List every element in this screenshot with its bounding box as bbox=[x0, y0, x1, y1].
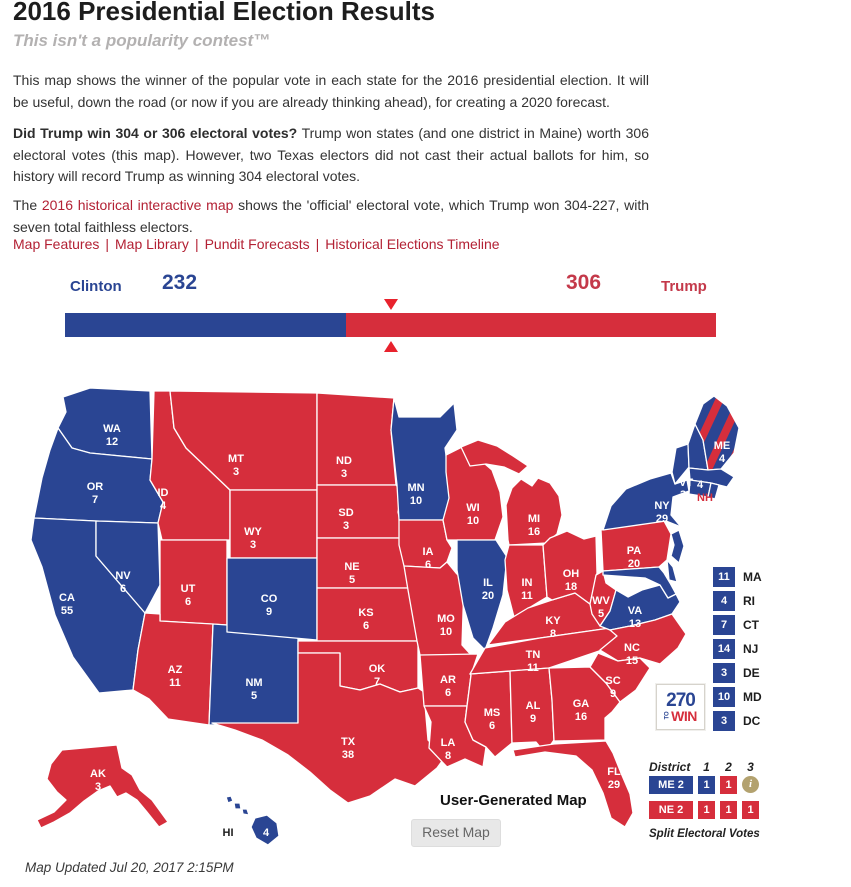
historical-paragraph bbox=[13, 195, 649, 238]
state-label-OK: OK 7 bbox=[368, 663, 386, 688]
state-ND[interactable] bbox=[317, 393, 396, 485]
district-vote-box[interactable]: 1 bbox=[720, 776, 737, 794]
ev-list-row-NJ bbox=[713, 639, 803, 663]
page-title: 2016 Presidential Election Results bbox=[13, 0, 435, 26]
ev-label-RI: RI bbox=[743, 594, 755, 608]
state-label-IA: IA 6 bbox=[422, 546, 434, 571]
ev-label-DE: DE bbox=[743, 666, 760, 680]
270towin-logo bbox=[656, 684, 705, 730]
district-state-box[interactable]: NE 2 bbox=[649, 801, 693, 819]
state-WY[interactable] bbox=[230, 490, 317, 558]
split-votes-label: Split Electoral Votes bbox=[649, 828, 760, 840]
state-label-NE: NE 5 bbox=[344, 561, 360, 586]
state-label-SC: SC 9 bbox=[605, 675, 621, 700]
state-label-WA: WA 12 bbox=[103, 423, 121, 448]
threshold-marker-bottom-icon bbox=[384, 341, 398, 352]
state-label-NH: 4 bbox=[696, 479, 704, 491]
state-label-IN: IN 11 bbox=[521, 577, 533, 602]
state-label-PA: PA 20 bbox=[626, 545, 642, 570]
ev-box-CT[interactable]: 7 bbox=[713, 615, 735, 635]
state-label-KS: KS 6 bbox=[358, 607, 374, 632]
state-label-KY: KY 8 bbox=[545, 615, 561, 640]
state-label-HI: 4 bbox=[262, 827, 270, 839]
state-label-OH: OH 18 bbox=[562, 568, 580, 593]
state-label-UT: UT 6 bbox=[180, 583, 196, 608]
ev-list-row-MA bbox=[713, 567, 803, 591]
state-label-TN: TN 11 bbox=[525, 649, 541, 674]
nav-links bbox=[13, 236, 500, 252]
page-subtitle: This isn't a popularity contest™ bbox=[13, 31, 271, 50]
logo-win: WIN bbox=[671, 708, 697, 724]
state-label-NH: NH bbox=[697, 492, 713, 504]
nav-link-pundit-forecasts[interactable]: Pundit Forecasts bbox=[204, 236, 310, 252]
ev-list-row-DC bbox=[713, 711, 803, 735]
small-state-ev-list bbox=[713, 567, 803, 735]
state-label-WI: WI 10 bbox=[466, 502, 480, 527]
ev-box-MD[interactable]: 10 bbox=[713, 687, 735, 707]
state-label-NM: NM 5 bbox=[245, 677, 263, 702]
district-vote-box[interactable]: 1 bbox=[720, 801, 737, 819]
ev-label-DC: DC bbox=[743, 714, 761, 728]
district-header-label: District bbox=[649, 760, 691, 774]
state-label-GA: GA 16 bbox=[572, 698, 590, 723]
ev-list-row-CT bbox=[713, 615, 803, 639]
state-label-VT: VT bbox=[678, 477, 694, 489]
state-label-WV: WV 5 bbox=[592, 595, 610, 620]
ev-label-MD: MD bbox=[743, 690, 762, 704]
historical-map-link[interactable]: 2016 historical interactive map bbox=[41, 197, 234, 213]
district-col-2: 2 bbox=[725, 760, 732, 774]
historical-pre: The bbox=[13, 197, 42, 213]
nav-separator: | bbox=[105, 236, 110, 252]
state-label-ID: ID 4 bbox=[157, 487, 169, 512]
state-label-VA: VA 13 bbox=[627, 605, 643, 630]
faq-paragraph bbox=[13, 123, 649, 188]
faq-question: Did Trump win 304 or 306 electoral votes? bbox=[13, 125, 298, 141]
state-label-AR: AR 6 bbox=[440, 674, 456, 699]
map-caption: User-Generated Map bbox=[440, 792, 587, 809]
nav-link-historical-timeline[interactable]: Historical Elections Timeline bbox=[325, 236, 500, 252]
ev-box-DE[interactable]: 3 bbox=[713, 663, 735, 683]
district-vote-box[interactable]: 1 bbox=[698, 801, 715, 819]
reset-map-button[interactable]: Reset Map bbox=[411, 819, 501, 847]
district-info-icon[interactable]: i bbox=[742, 776, 759, 793]
ev-list-row-RI bbox=[713, 591, 803, 615]
ev-box-NJ[interactable]: 14 bbox=[713, 639, 735, 659]
district-row-ME bbox=[649, 776, 784, 801]
ev-list-row-MD bbox=[713, 687, 803, 711]
state-label-MT: MT 3 bbox=[228, 453, 244, 478]
logo-270: 270 bbox=[666, 690, 695, 711]
state-label-ME: ME 4 bbox=[713, 440, 731, 465]
ev-bar-trump bbox=[346, 313, 716, 337]
trump-label: Trump bbox=[661, 278, 707, 295]
state-label-AK: AK 3 bbox=[90, 768, 106, 793]
clinton-votes: 232 bbox=[162, 271, 198, 294]
state-DE[interactable] bbox=[667, 560, 677, 582]
state-label-MS: MS 6 bbox=[483, 707, 501, 732]
intro-text: This map shows the winner of the popular vote in each state for the 2016 presidential election. It will be useful, down the road (or now if you are already thinking ahead), for creating a 2020 forecast. bbox=[13, 72, 649, 110]
ev-box-MA[interactable]: 11 bbox=[713, 567, 735, 587]
state-label-ND: ND 3 bbox=[336, 455, 352, 480]
state-label-TX: TX 38 bbox=[340, 736, 356, 761]
state-label-WY: WY 3 bbox=[244, 526, 262, 551]
state-label-MN: MN 10 bbox=[407, 482, 425, 507]
logo-to: TO bbox=[664, 711, 671, 720]
state-label-SD: SD 3 bbox=[338, 507, 354, 532]
clinton-label: Clinton bbox=[70, 278, 122, 295]
nav-link-map-features[interactable]: Map Features bbox=[13, 236, 100, 252]
state-label-VT: 3 bbox=[679, 489, 687, 501]
ev-label-NJ: NJ bbox=[743, 642, 759, 656]
state-NJ[interactable] bbox=[671, 530, 684, 563]
ev-box-DC[interactable]: 3 bbox=[713, 711, 735, 731]
state-SD[interactable] bbox=[317, 485, 402, 538]
district-table-header bbox=[649, 760, 784, 776]
state-label-NC: NC 15 bbox=[624, 642, 640, 667]
ev-box-RI[interactable]: 4 bbox=[713, 591, 735, 611]
district-vote-box[interactable]: 1 bbox=[698, 776, 715, 794]
intro-paragraph bbox=[13, 70, 649, 113]
threshold-marker-top-icon bbox=[384, 299, 398, 310]
district-row-NE bbox=[649, 801, 784, 826]
ev-label-MA: MA bbox=[743, 570, 762, 584]
state-label-LA: LA 8 bbox=[440, 737, 456, 762]
historical-post: shows the 'official' electoral vote, which Trump won 304-227, with seven total faithless electors. bbox=[13, 197, 649, 235]
state-label-CA: CA 55 bbox=[59, 592, 75, 617]
nav-link-map-library[interactable]: Map Library bbox=[115, 236, 189, 252]
state-label-MO: MO 10 bbox=[437, 613, 455, 638]
state-HI[interactable] bbox=[226, 796, 279, 845]
ev-bar-clinton bbox=[65, 313, 346, 337]
district-col-1: 1 bbox=[703, 760, 710, 774]
ev-label-CT: CT bbox=[743, 618, 759, 632]
state-label-CO: CO 9 bbox=[260, 593, 278, 618]
state-label-AL: AL 9 bbox=[525, 700, 541, 725]
district-vote-box[interactable]: 1 bbox=[742, 801, 759, 819]
district-col-3: 3 bbox=[747, 760, 754, 774]
map-updated-timestamp: Map Updated Jul 20, 2017 2:15PM bbox=[25, 860, 234, 875]
trump-votes: 306 bbox=[566, 271, 602, 294]
state-label-MI: MI 16 bbox=[527, 513, 541, 538]
ev-list-row-DE bbox=[713, 663, 803, 687]
state-NM[interactable] bbox=[209, 624, 298, 725]
state-label-FL: FL 29 bbox=[607, 766, 621, 791]
district-state-box[interactable]: ME 2 bbox=[649, 776, 693, 794]
state-label-IL: IL 20 bbox=[481, 577, 495, 602]
state-label-OR: OR 7 bbox=[86, 481, 104, 506]
state-AK[interactable] bbox=[37, 745, 168, 828]
state-label-HI: HI bbox=[222, 827, 234, 839]
faq-answer: Trump won states (and one district in Maine) worth 306 electoral votes (this map). However, two Texas electors did not cast their actual ballots for him, so history will record Trump as winning 304 electoral votes. bbox=[13, 125, 649, 184]
district-table bbox=[649, 760, 784, 840]
state-label-NV: NV 6 bbox=[115, 570, 131, 595]
nav-separator: | bbox=[315, 236, 320, 252]
nav-separator: | bbox=[194, 236, 199, 252]
state-label-NY: NY 29 bbox=[654, 500, 670, 525]
state-label-AZ: AZ 11 bbox=[167, 664, 183, 689]
